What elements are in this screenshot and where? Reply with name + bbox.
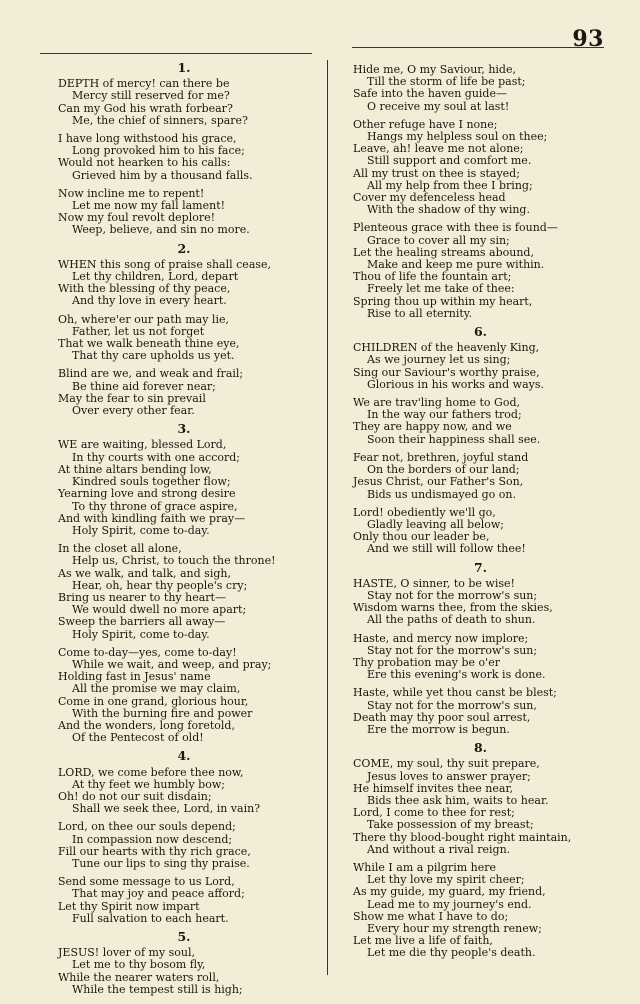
stanza	[58, 259, 310, 308]
right-column	[353, 64, 608, 966]
hymn	[353, 742, 608, 959]
verse-line: Spring thou up within my heart,	[353, 294, 533, 308]
verse-line: With the burning fire and power	[72, 706, 253, 720]
stanza	[353, 578, 608, 627]
verse-line: Full salvation to each heart.	[72, 911, 229, 925]
verse-line: That may joy and peace afford;	[72, 887, 245, 901]
verse-line: He himself invites thee near,	[353, 781, 513, 795]
verse-line: Take possession of my breast;	[367, 818, 534, 832]
verse-line: Let me to thy bosom fly,	[72, 958, 206, 972]
verse-line: Oh! do not our suit disdain;	[58, 789, 212, 803]
verse-line: Lord, I come to thee for rest;	[353, 806, 515, 820]
verse-line: While I am a pilgrim here	[353, 860, 496, 874]
column-divider	[327, 60, 328, 975]
verse-line: Wisdom warns thee, from the skies,	[353, 601, 553, 615]
stanza	[58, 767, 310, 816]
verse-line: Ere the morrow is begun.	[367, 722, 510, 736]
stanza	[58, 439, 310, 537]
verse-line: Grieved him by a thousand falls.	[72, 168, 253, 182]
verse-line: With the shadow of thy wing.	[367, 203, 530, 217]
verse-line: Let me live a life of faith,	[353, 934, 493, 948]
verse-line: Grace to cover all my sin;	[367, 233, 510, 247]
verse-line: I have long withstood his grace,	[58, 132, 237, 146]
verse-line: To thy throne of grace aspire,	[72, 499, 238, 513]
verse-line: And we still will follow thee!	[367, 542, 526, 556]
verse-line: While we wait, and weep, and pray;	[72, 657, 272, 671]
verse-line: We would dwell no more apart;	[72, 603, 247, 617]
verse-line: As my guide, my guard, my friend,	[353, 885, 546, 899]
verse-line: Till the storm of life be past;	[367, 75, 526, 89]
hymn-number: 6.	[473, 324, 488, 340]
verse-line: Tune our lips to sing thy praise.	[72, 856, 250, 870]
verse-line: That we walk beneath thine eye,	[58, 337, 240, 351]
verse-line: Sing our Saviour's worthy praise,	[353, 365, 540, 379]
verse-line: Weep, believe, and sin no more.	[72, 223, 250, 237]
stanza	[58, 821, 310, 870]
verse-line: Bring us nearer to thy heart—	[58, 590, 226, 604]
verse-line: LORD, we come before thee now,	[58, 765, 244, 779]
verse-line: While the tempest still is high;	[72, 982, 243, 996]
verse-line: Sweep the barriers all away—	[58, 615, 226, 629]
verse-line: Let thy children, Lord, depart	[72, 270, 239, 284]
verse-line: Yearning love and strong desire	[58, 487, 236, 501]
verse-line: In the closet all alone,	[58, 542, 182, 556]
verse-line: With the blessing of thy peace,	[58, 282, 231, 296]
hymn-number: 1.	[177, 60, 191, 75]
verse-line: Send some message to us Lord,	[58, 875, 235, 889]
verse-line: Haste, while yet thou canst be blest;	[353, 686, 557, 700]
stanza	[353, 342, 608, 391]
verse-line: Let the healing streams abound,	[353, 245, 534, 259]
verse-line: Safe into the haven guide—	[353, 87, 507, 101]
verse-line: As we walk, and talk, and sigh,	[58, 566, 231, 580]
verse-line: Let me die thy people's death.	[367, 946, 536, 960]
hymn-number: 2.	[177, 240, 191, 256]
hymn	[58, 62, 310, 237]
verse-line: May the fear to sin prevail	[58, 391, 206, 405]
verse-line: CHILDREN of the heavenly King,	[353, 341, 540, 355]
left-column	[58, 62, 310, 1002]
verse-line: Lord! obediently we'll go,	[353, 505, 496, 519]
verse-line: Ere this evening's work is done.	[367, 668, 546, 682]
stanza	[58, 647, 310, 745]
verse-line: Be thine aid forever near;	[72, 379, 216, 393]
verse-line: And thy love in every heart.	[72, 294, 227, 308]
verse-line: There thy blood-bought right maintain,	[353, 830, 572, 844]
verse-line: Now incline me to repent!	[58, 186, 205, 200]
verse-line: Father, let us not forget	[72, 324, 205, 338]
stanza	[58, 876, 310, 925]
verse-line: Cover my defenceless head	[353, 191, 506, 205]
stanza	[58, 543, 310, 641]
stanza	[353, 507, 608, 556]
stanza	[58, 78, 310, 127]
hymn	[58, 423, 310, 744]
verse-line: WE are waiting, blessed Lord,	[58, 438, 227, 452]
stanza	[58, 133, 310, 182]
verse-line: On the borders of our land;	[367, 463, 520, 477]
verse-line: Fear not, brethren, joyful stand	[353, 450, 529, 464]
verse-line: Hide me, O my Saviour, hide,	[353, 63, 516, 76]
verse-line: Holy Spirit, come to-day.	[72, 627, 210, 641]
verse-line: They are happy now, and we	[353, 420, 512, 434]
verse-line: That thy care upholds us yet.	[72, 349, 235, 363]
verse-line: Me, the chief of sinners, spare?	[72, 113, 248, 127]
verse-line: And without a rival reign.	[367, 842, 511, 856]
verse-line: Hangs my helpless soul on thee;	[367, 130, 548, 144]
verse-line: Oh, where'er our path may lie,	[58, 312, 229, 326]
verse-line: Come in one grand, glorious hour,	[58, 694, 249, 708]
verse-line: Soon their happiness shall see.	[367, 432, 541, 446]
verse-line: Leave, ah! leave me not alone;	[353, 142, 524, 156]
verse-line: Shall we seek thee, Lord, in vain?	[72, 802, 261, 816]
verse-line: Now my foul revolt deplore!	[58, 211, 216, 225]
top-rule-left	[40, 53, 312, 54]
verse-line: Gladly leaving all below;	[367, 517, 504, 531]
verse-line: Stay not for the morrow's sun,	[367, 698, 537, 712]
stanza	[58, 947, 310, 996]
stanza	[58, 188, 310, 237]
verse-line: In the way our fathers trod;	[367, 408, 522, 422]
verse-line: Lead me to my journey's end.	[367, 897, 532, 911]
hymn-number: 7.	[473, 559, 488, 575]
verse-line: Let thy love my spirit cheer;	[367, 873, 525, 887]
verse-line: All my trust on thee is stayed;	[353, 166, 520, 180]
verse-line: Thy probation may be o'er	[353, 655, 500, 669]
verse-line: WHEN this song of praise shall cease,	[58, 257, 272, 271]
verse-line: DEPTH of mercy! can there be	[58, 77, 230, 91]
verse-line: While the nearer waters roll,	[58, 970, 220, 984]
verse-line: And the wonders, long foretold,	[58, 718, 235, 732]
verse-line: Only thou our leader be,	[353, 530, 490, 544]
verse-line: As we journey let us sing;	[367, 353, 511, 367]
verse-line: HASTE, O sinner, to be wise!	[353, 576, 515, 590]
stanza	[353, 758, 608, 856]
verse-line: We are trav'ling home to God,	[353, 396, 521, 410]
page-number: 93	[572, 26, 604, 52]
hymn	[58, 240, 310, 418]
verse-line: Make and keep me pure within.	[367, 258, 545, 272]
verse-line: Death may thy poor soul arrest,	[353, 710, 531, 724]
stanza	[353, 119, 608, 217]
verse-line: Fill our hearts with thy rich grace,	[58, 844, 251, 858]
hymn	[58, 931, 310, 996]
hymn-number: 4.	[177, 748, 191, 764]
hymn	[353, 559, 608, 737]
verse-line: Let thy Spirit now impart	[58, 899, 200, 913]
verse-line: At thine altars bending low,	[58, 462, 212, 476]
verse-line: Holy Spirit, come to-day.	[72, 523, 210, 537]
stanza	[353, 633, 608, 682]
verse-line: Kindred souls together flow;	[72, 475, 231, 489]
verse-line: In compassion now descend;	[72, 832, 233, 846]
verse-line: Other refuge have I none;	[353, 117, 498, 131]
verse-line: Thou of life the fountain art;	[353, 270, 512, 284]
verse-line: Rise to all eternity.	[367, 306, 473, 320]
verse-line: JESUS! lover of my soul,	[58, 946, 196, 960]
verse-line: Freely let me take of thee:	[367, 282, 515, 296]
hymn	[353, 326, 608, 555]
verse-line: At thy feet we humbly bow;	[72, 777, 225, 791]
verse-line: Holding fast in Jesus' name	[58, 670, 211, 684]
stanza	[353, 222, 608, 320]
verse-line: And with kindling faith we pray—	[58, 511, 246, 525]
hymn	[58, 750, 310, 925]
stanza	[353, 862, 608, 960]
stanza	[353, 687, 608, 736]
verse-line: Jesus loves to answer prayer;	[367, 769, 531, 783]
verse-line: All the promise we may claim,	[72, 682, 241, 696]
verse-line: Show me what I have to do;	[353, 909, 509, 923]
verse-line: Jesus Christ, our Father's Son,	[353, 475, 524, 489]
stanza	[353, 452, 608, 501]
verse-line: Bids thee ask him, waits to hear.	[367, 793, 549, 807]
verse-line: Hear, oh, hear thy people's cry;	[72, 578, 248, 592]
verse-line: Haste, and mercy now implore;	[353, 631, 529, 645]
top-rule-right	[352, 47, 604, 48]
verse-line: Still support and comfort me.	[367, 154, 532, 168]
verse-line: COME, my soul, thy suit prepare,	[353, 757, 540, 771]
verse-line: Can my God his wrath forbear?	[58, 101, 233, 115]
verse-line: Would not hearken to his calls:	[58, 156, 231, 170]
verse-line: Plenteous grace with thee is found—	[353, 221, 558, 235]
verse-line: Of the Pentecost of old!	[72, 731, 204, 745]
stanza	[353, 397, 608, 446]
verse-line: Let me now my fall lament!	[72, 199, 226, 213]
verse-line: O receive my soul at last!	[367, 99, 510, 113]
verse-line: Stay not for the morrow's sun;	[367, 643, 538, 657]
stanza	[58, 368, 310, 417]
hymn-number: 8.	[473, 740, 488, 756]
verse-line: Lord, on thee our souls depend;	[58, 820, 236, 834]
hymn-number: 3.	[177, 421, 191, 437]
verse-line: Stay not for the morrow's sun;	[367, 588, 538, 602]
verse-line: Help us, Christ, to touch the throne!	[72, 554, 276, 568]
verse-line: Over every other fear.	[72, 404, 195, 418]
stanza	[58, 314, 310, 363]
verse-line: Long provoked him to his face;	[72, 144, 245, 158]
verse-line: Come to-day—yes, come to-day!	[58, 645, 237, 659]
verse-line: Glorious in his works and ways.	[367, 377, 545, 391]
verse-line: Blind are we, and weak and frail;	[58, 367, 244, 381]
hymn	[353, 64, 608, 320]
verse-line: In thy courts with one accord;	[72, 450, 240, 464]
verse-line: Every hour my strength renew;	[367, 922, 542, 935]
verse-line: All my help from thee I bring;	[367, 178, 533, 192]
hymn-number: 5.	[177, 929, 191, 944]
verse-line: All the paths of death to shun.	[367, 613, 536, 627]
verse-line: Mercy still reserved for me?	[72, 89, 230, 103]
stanza	[353, 64, 608, 113]
verse-line: Bids us undismayed go on.	[367, 487, 516, 501]
